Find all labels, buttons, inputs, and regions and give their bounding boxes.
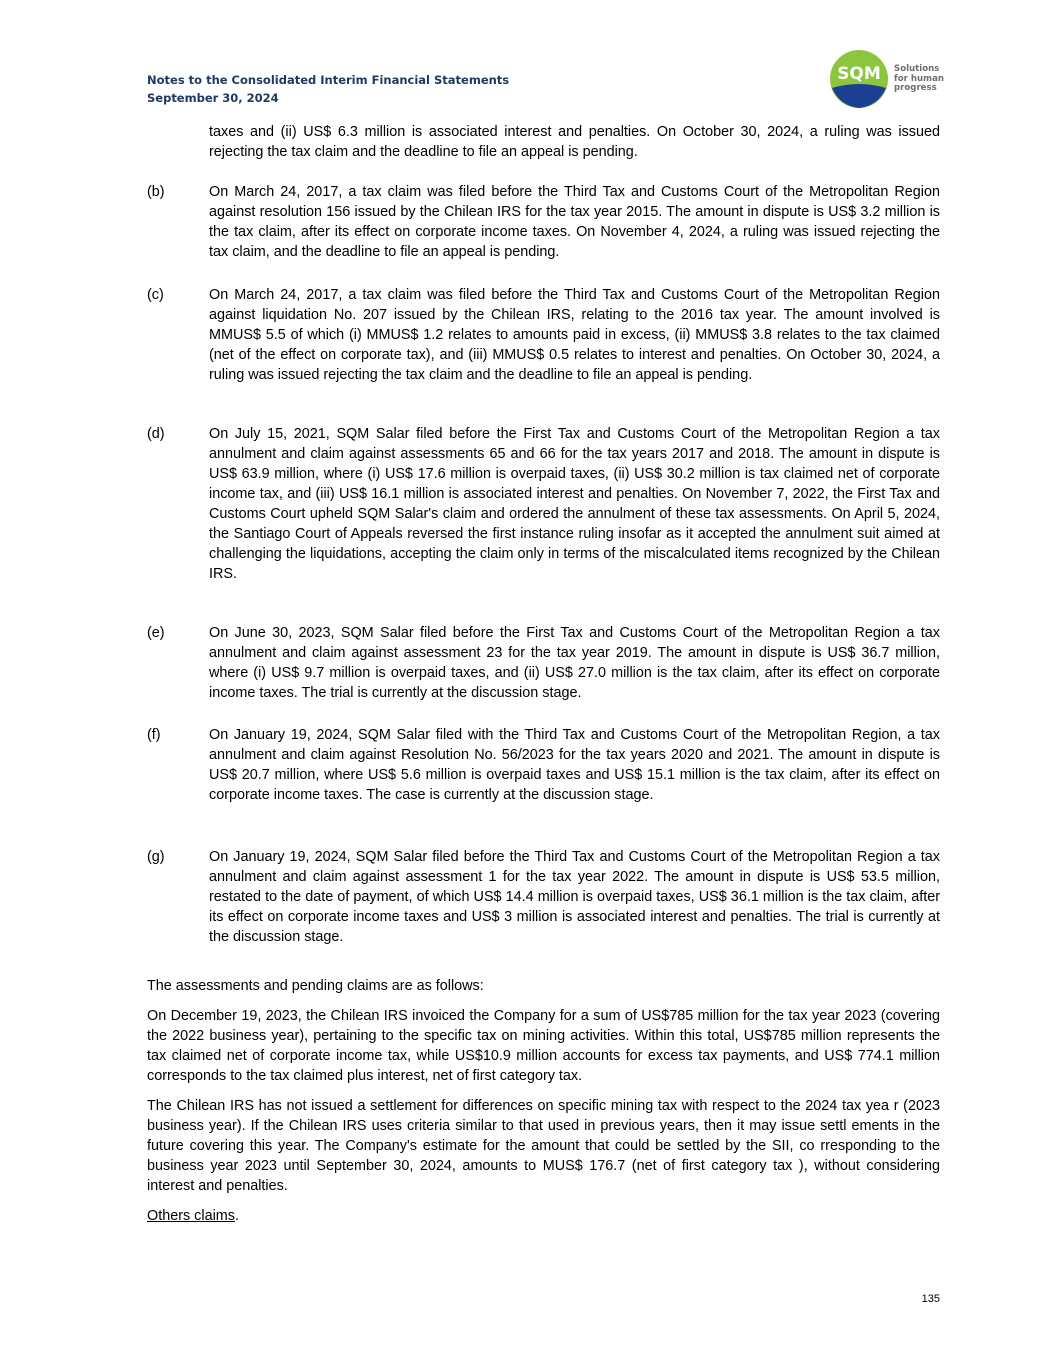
sqm-logo	[828, 48, 948, 110]
list-item-text: On March 24, 2017, a tax claim was filed before the Third Tax and Customs Court of the Metropolitan Region against liquidation No. 207 issued by the Chilean IRS, relating to the 2016 tax year. The amount involved is MMUS$ 5.5 of which (i) MMUS$ 1.2 relates to amounts paid in excess, (ii) MMUS$ 3.8 relates to the tax claimed (net of the effect on corporate tax), and (iii) MMUS$ 0.5 relates to interest and penalties. On October 30, 2024, a ruling was issued rejecting the tax claim and the deadline to file an appeal is pending.	[209, 287, 940, 383]
others-claims-period: .	[234, 1208, 239, 1224]
list-item-label: (e)	[147, 625, 165, 641]
list-item-g	[147, 847, 940, 947]
others-claims-heading	[147, 1206, 940, 1226]
list-item-text: On January 19, 2024, SQM Salar filed with the Third Tax and Customs Court of the Metropolitan Region, a tax annulment and claim against Resolution No. 56/2023 for the tax years 2020 and 2021. The amount in dispute is US$ 20.7 million, where US$ 5.6 million is overpaid taxes and US$ 15.1 million is the tax claim, after its effect on corporate income taxes. The case is currently at the discussion stage.	[209, 727, 940, 803]
logo-tagline	[894, 65, 944, 94]
list-item-b	[147, 182, 940, 262]
logo-text: SQM	[837, 64, 881, 84]
list-item-e	[147, 623, 940, 703]
page-number: 135	[921, 1293, 940, 1305]
list-item-f	[147, 725, 940, 805]
sqm-logo-mark	[828, 48, 890, 110]
list-item-d	[147, 424, 940, 584]
list-item-text: On June 30, 2023, SQM Salar filed before the First Tax and Customs Court of the Metropolitan Region a tax annulment and claim against assessment 23 for the tax year 2019. The amount in dispute is US$ 36.7 million, where (i) US$ 9.7 million is overpaid taxes, and (ii) US$ 27.0 million is the tax claim, after its effect on corporate income taxes. The trial is currently at the discussion stage.	[209, 625, 940, 701]
header-title-line-1: Notes to the Consolidated Interim Financial Statements	[147, 73, 510, 87]
list-item-label: (d)	[147, 426, 165, 442]
logo-tagline-line-3: progress	[894, 83, 937, 93]
logo-tagline-line-2: for human	[894, 73, 944, 84]
list-item-text: On January 19, 2024, SQM Salar filed before the Third Tax and Customs Court of the Metropolitan Region a tax annulment and claim against assessment 1 for the tax year 2022. The amount in dispute is US$ 53.5 million, restated to the date of payment, of which US$ 14.4 million is overpaid taxes, US$ 36.1 million is the tax claim, after its effect on corporate income taxes and US$ 3 million is associated interest and penalties. The trial is currently at the discussion stage.	[209, 849, 940, 945]
paragraph-irs-settlement: The Chilean IRS has not issued a settlement for differences on specific mining tax with respect to the 2024 tax yea r (2023 business year). If the Chilean IRS uses criteria similar to that used in previous years, then it may issue settl ements in the future covering this year. The Company's estimate for the amount that could be settled by the SII, co rresponding to the business year 2023 until September 30, 2024, amounts to MUS$ 176.7 (net of first category tax ), without considering interest and penalties.	[147, 1098, 940, 1194]
list-item-text: On March 24, 2017, a tax claim was filed before the Third Tax and Customs Court of the Metropolitan Region against resolution 156 issued by the Chilean IRS for the tax year 2015. The amount in dispute is US$ 3.2 million is the tax claim, after its effect on corporate income taxes. On November 4, 2024, a ruling was issued rejecting the tax claim, and the deadline to file an appeal is pending.	[209, 184, 940, 260]
others-claims-label: Others claims	[147, 1208, 235, 1224]
list-item-c	[147, 285, 940, 385]
continuation-text: taxes and (ii) US$ 6.3 million is associated interest and penalties. On October 30, 2024, a ruling was issued rejecting the tax claim and the deadline to file an appeal is pending.	[209, 124, 940, 160]
list-item-label: (f)	[147, 727, 161, 743]
list-item-label: (g)	[147, 849, 165, 865]
list-item-label: (c)	[147, 287, 164, 303]
list-item-label: (b)	[147, 184, 165, 200]
continuation-paragraph	[147, 122, 940, 162]
logo-tagline-line-1: Solutions	[894, 64, 940, 74]
page-header-title	[147, 71, 509, 107]
header-title-line-2: September 30, 2024	[147, 91, 279, 105]
assessments-intro: The assessments and pending claims are as follows:	[147, 978, 484, 994]
paragraph-irs-invoice: On December 19, 2023, the Chilean IRS invoiced the Company for a sum of US$785 million for the tax year 2023 (covering the 2022 business year), pertaining to the specific tax on mining activities. Within this total, US$785 million represents the tax claimed net of corporate income tax, while US$10.9 million accounts for excess tax payments, and US$ 774.1 million corresponds to the tax claimed plus interest, net of first category tax.	[147, 1008, 940, 1084]
list-item-text: On July 15, 2021, SQM Salar filed before the First Tax and Customs Court of the Metropolitan Region a tax annulment and claim against assessments 65 and 66 for the tax years 2017 and 2018. The amount in dispute is US$ 63.9 million, where (i) US$ 17.6 million is overpaid taxes, (ii) US$ 30.2 million is tax claimed net of corporate income tax, and (iii) US$ 16.1 million is associated interest and penalties. On November 7, 2022, the First Tax and Customs Court upheld SQM Salar's claim and ordered the annulment of these tax assessments. On April 5, 2024, the Santiago Court of Appeals reversed the first instance ruling insofar as it accepted the annulment suit aimed at challenging the liquidations, accepting the claim only in terms of the miscalculated items recognized by the Chilean IRS.	[209, 426, 940, 582]
